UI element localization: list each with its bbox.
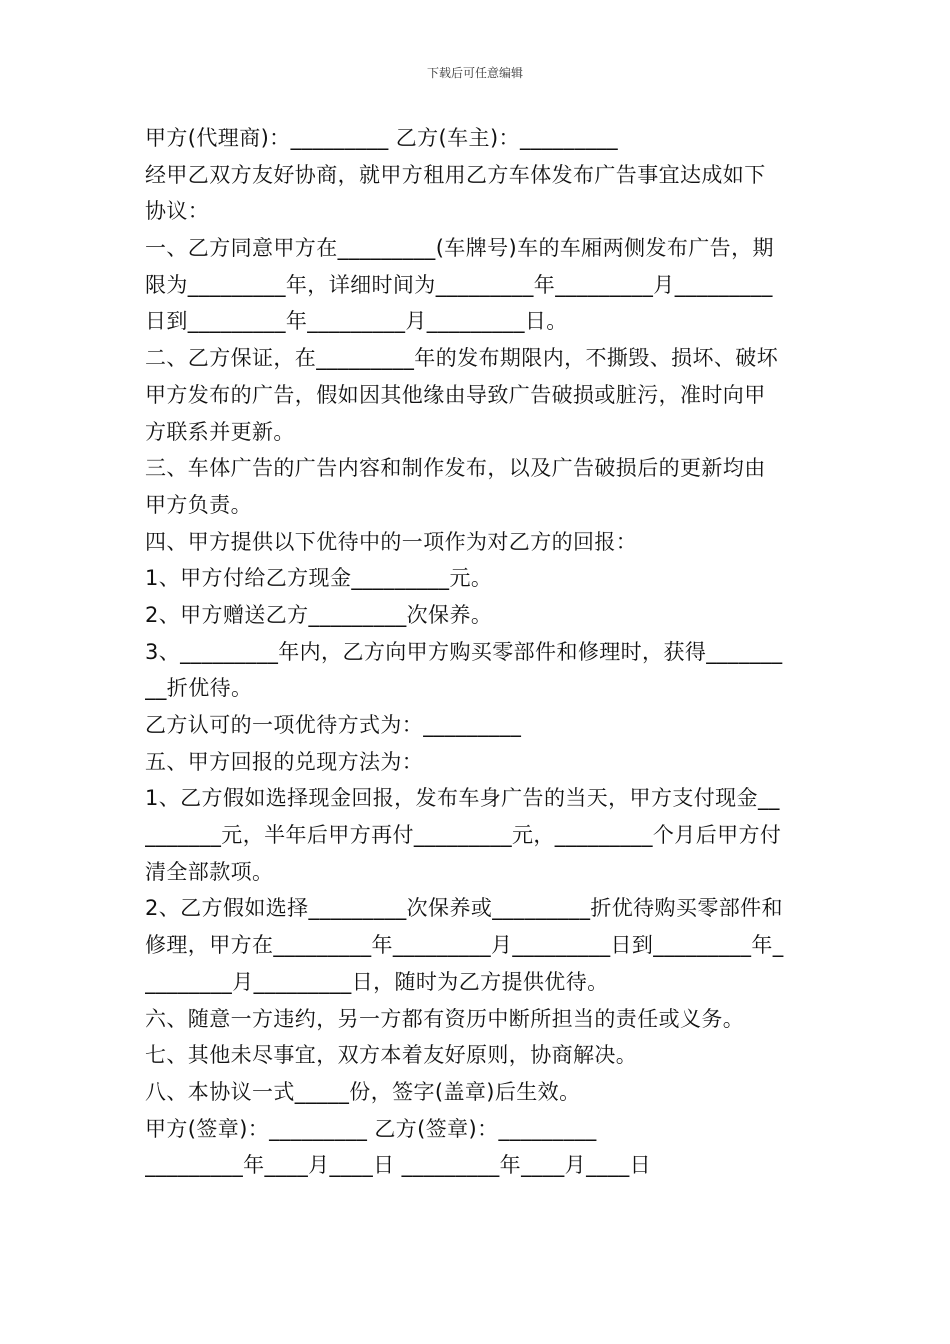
clause-4-option-line: __折优待。 xyxy=(145,676,253,701)
page-header: 下载后可任意编辑 xyxy=(426,66,523,80)
preamble-line: 协议： xyxy=(145,199,210,224)
clause-7-line: 七、其他未尽事宜，双方本着友好原则，协商解决。 xyxy=(145,1043,638,1068)
clause-1-line: 一、乙方同意甲方在_________(车牌号)车的车厢两侧发布广告，期 xyxy=(145,236,774,261)
clause-6-line: 六、随意一方违约，另一方都有资历中断所担当的责任或义务。 xyxy=(145,1006,745,1031)
clause-3-line: 甲方负责。 xyxy=(145,492,252,517)
clause-4-option-line: 2、甲方赠送乙方_________次保养。 xyxy=(145,602,493,627)
clause-4-option-line: 1、甲方付给乙方现金_________元。 xyxy=(145,566,493,591)
clause-5-item-line: 修理，甲方在_________年_________月_________日到_________年_ xyxy=(145,933,784,958)
clause-3-line: 三、车体广告的广告内容和制作发布，以及广告破损后的更新均由 xyxy=(145,456,766,481)
clause-4-choice-line: 乙方认可的一项优待方式为：_________ xyxy=(145,713,522,737)
clause-8-line: 八、本协议一式_____份，签字(盖章)后生效。 xyxy=(145,1079,581,1104)
clause-1-line: 限为_________年，详细时间为_________年_________月_________ xyxy=(145,272,773,297)
clause-5-item-line: 清全部款项。 xyxy=(145,859,274,884)
document-body xyxy=(145,120,810,1184)
clause-4-option-line: 3、_________年内，乙方向甲方购买零部件和修理时，获得_______ xyxy=(145,639,783,664)
clause-5-item-line: 1、乙方假如选择现金回报，发布车身广告的当天，甲方支付现金__ xyxy=(145,786,780,811)
clause-2-line: 方联系并更新。 xyxy=(145,419,295,444)
clause-5-line: 五、甲方回报的兑现方法为： xyxy=(145,749,424,774)
preamble-line: 经甲乙双方友好协商，就甲方租用乙方车体发布广告事宜达成如下 xyxy=(145,162,766,187)
clause-1-line: 日到_________年_________月_________日。 xyxy=(145,309,568,334)
clause-5-item-line: 2、乙方假如选择_________次保养或_________折优待购买零部件和 xyxy=(145,896,783,921)
clause-5-item-line: ________月_________日，随时为乙方提供优待。 xyxy=(145,969,609,994)
signature-line: 甲方(签章)：_________ 乙方(签章)：_________ xyxy=(145,1116,597,1141)
signature-date-line: _________年____月____日 _________年____月____日 xyxy=(145,1153,652,1178)
clause-2-line: 甲方发布的广告，假如因其他缘由导致广告破损或脏污，准时向甲 xyxy=(145,382,766,407)
clause-5-item-line: _______元，半年后甲方再付_________元，_________个月后甲方付 xyxy=(145,823,782,848)
clause-2-line: 二、乙方保证，在_________年的发布期限内，不撕毁、损坏、破坏 xyxy=(145,346,779,371)
clause-4-line: 四、甲方提供以下优待中的一项作为对乙方的回报： xyxy=(145,529,638,554)
party-names-line: 甲方(代理商)：_________ 乙方(车主)：_________ xyxy=(145,126,619,150)
